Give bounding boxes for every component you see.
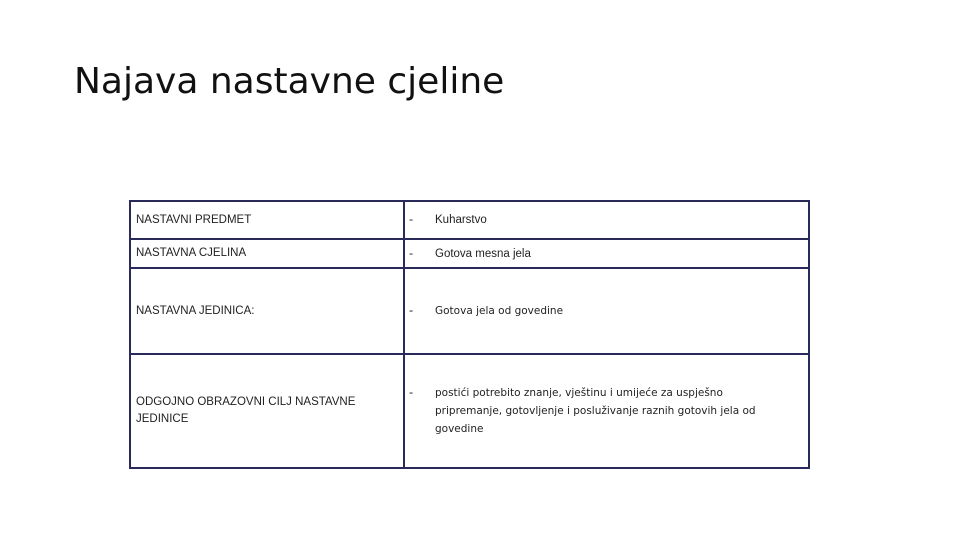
table-row (130, 239, 809, 268)
row-label: NASTAVNA CJELINA (130, 239, 404, 268)
row-label: NASTAVNA JEDINICA: (130, 268, 404, 354)
table-row (130, 268, 809, 354)
row-value: Gotova mesna jela (435, 247, 531, 260)
row-value-cell (404, 239, 809, 268)
row-value: Kuharstvo (435, 214, 487, 226)
dash: - (409, 385, 414, 399)
row-value: Gotova jela od govedine (435, 305, 564, 317)
row-value: postići potrebito znanje, vještinu i umijeće za uspješno pripremanje, gotovljenje i posluživanje raznih gotovih jela od govedine (435, 387, 756, 435)
row-label: NASTAVNI PREDMET (130, 201, 404, 239)
row-label: ODGOJNO OBRAZOVNI CILJ NASTAVNE JEDINICE (130, 354, 404, 468)
dash: - (409, 303, 414, 317)
row-value-cell (404, 268, 809, 354)
dash: - (409, 245, 414, 260)
info-table (129, 200, 810, 469)
table-row (130, 354, 809, 468)
row-value-cell (404, 201, 809, 239)
dash: - (409, 212, 414, 226)
slide-title: Najava nastavne cjeline (74, 61, 505, 102)
table-row (130, 201, 809, 239)
row-value-cell (404, 354, 809, 468)
